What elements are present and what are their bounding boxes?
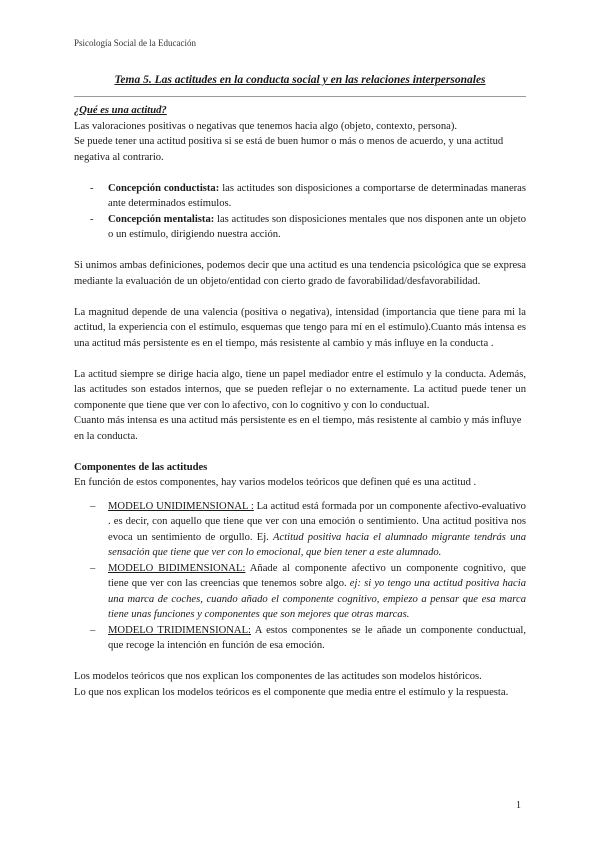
paragraph-historical-models: Los modelos teóricos que nos explican los componentes de las actitudes son modelos históricos. [74, 671, 482, 682]
list-item: – MODELO BIDIMENSIONAL: Añade al componente afectivo un componente cognitivo, que tiene que ver con las creencias que tenemos sobre algo. ej: si yo tengo una actitud positiva hacia una marca de coches, cuando añado el componente cognitivo, empiezo a pensar que esa marca tiene unas funciones y componentes que son mejores que otras marcas. [74, 561, 526, 623]
running-header: Psicología Social de la Educación [74, 38, 196, 48]
title-divider [74, 96, 526, 97]
models-list [74, 499, 526, 654]
page-title: Tema 5. Las actitudes en la conducta social y en las relaciones interpersonales [114, 74, 486, 86]
page-number: 1 [516, 800, 521, 811]
paragraph-components-intro: En función de estos componentes, hay varios modelos teóricos que definen qué es una actitud . [74, 477, 477, 488]
list-item: - Concepción mentalista: las actitudes son disposiciones mentales que nos disponen ante un objeto o un estímulo, dirigiendo nuestra acción. [74, 212, 526, 243]
question-heading: ¿Qué es una actitud? [74, 105, 167, 116]
list-item: - Concepción conductista: las actitudes son disposiciones a comportarse de determinadas maneras ante determinados estímulos. [74, 181, 526, 212]
list-item: – MODELO UNIDIMENSIONAL : La actitud está formada por un componente afectivo-evaluativo . es decir, con aquello que tiene que ver con una emoción o sentimiento. Una actitud positiva nos evoca un sentimiento de orgullo. Ej. Actitud positiva hacia el alumnado migrante tendrás una sensación que tiene que ver con lo emocional, que bien tener a este alumnado. [74, 499, 526, 561]
paragraph-positive-negative: Se puede tener una actitud positiva si se está de buen humor o más o menos de acuerdo, y una actitud negativa al contrario. [74, 136, 504, 163]
paragraph-definition: Las valoraciones positivas o negativas que tenemos hacia algo (objeto, contexto, persona). [74, 120, 458, 132]
document-body [74, 103, 526, 700]
paragraph-intensity: Cuanto más intensa es una actitud más persistente es en el tiempo, más resistente al cambio y más influye en la conducta. [74, 415, 522, 442]
paragraph-mediating-component: Lo que nos explican los modelos teóricos es el componente que media entre el estímulo y la respuesta. [74, 686, 509, 698]
list-item: – MODELO TRIDIMENSIONAL: A estos componentes se le añade un componente conductual, que recoge la intención en función de esa emoción. [74, 623, 526, 654]
paragraph-mediator: La actitud siempre se dirige hacia algo, tiene un papel mediador entre el estímulo y la conducta. Además, las actitudes son estados internos, que se pueden reflejar o no externamente. La actitud puede tener un componente que tiene que ver con lo afectivo, con lo cognitivo y con lo conductual. [74, 368, 526, 411]
paragraph-magnitude: La magnitud depende de una valencia (positiva o negativa), intensidad (importancia que tiene para mi la actitud, la experiencia con el estímulo, esquemas que tengo para mí en el estímulo).Cuanto más intensa es una actitud más persistente es en el tiempo, más resistente al cambio y más influye en la conducta . [74, 306, 526, 349]
conceptions-list [74, 181, 526, 243]
section-heading: Componentes de las actitudes [74, 461, 208, 473]
paragraph-combined-definition: Si unimos ambas definiciones, podemos decir que una actitud es una tendencia psicológica que se expresa mediante la evaluación de un objeto/entidad con cierto grado de favorabilidad/desfavorabilidad. [74, 260, 526, 287]
